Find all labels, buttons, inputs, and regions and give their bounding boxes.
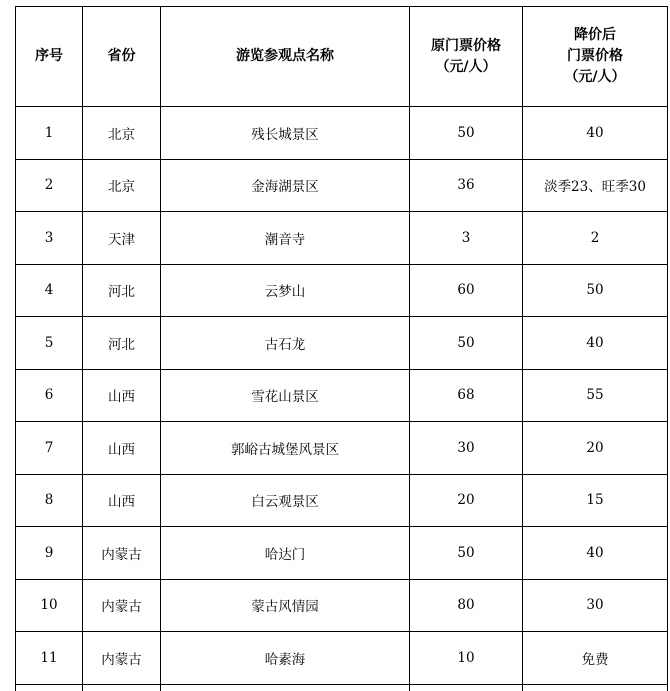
- cell-index: 3: [16, 212, 83, 265]
- cell-index: 2: [16, 159, 83, 212]
- table-row: [16, 107, 668, 160]
- table-row-partial: [16, 684, 668, 691]
- cell-province: 天津: [83, 212, 161, 265]
- header-index: 序号: [16, 7, 83, 107]
- cell-index: 6: [16, 369, 83, 422]
- table-row: [16, 369, 668, 422]
- cell-province: 内蒙古: [83, 527, 161, 580]
- table-row: [16, 159, 668, 212]
- cell-original-price: 68: [410, 369, 523, 422]
- cell-attraction: 云梦山: [161, 264, 410, 317]
- header-attraction: 游览参观点名称: [161, 7, 410, 107]
- table-body: [16, 107, 668, 691]
- cell-original-price: 50: [410, 107, 523, 160]
- cell-index: 7: [16, 422, 83, 475]
- cell-province: 山西: [83, 369, 161, 422]
- cell-reduced-price: 淡季23、旺季30: [523, 159, 668, 212]
- table-cell-empty: [410, 684, 523, 691]
- table-cell-empty: [523, 684, 668, 691]
- cell-province: 山西: [83, 474, 161, 527]
- cell-reduced-price: 40: [523, 317, 668, 370]
- header-original-price-line1: 原门票价格: [431, 37, 501, 54]
- cell-attraction: 残长城景区: [161, 107, 410, 160]
- ticket-price-table: [15, 6, 668, 691]
- header-original-price-line2: （元/人）: [435, 58, 497, 75]
- header-province: 省份: [83, 7, 161, 107]
- cell-province: 内蒙古: [83, 632, 161, 685]
- table-row: [16, 264, 668, 317]
- cell-index: 4: [16, 264, 83, 317]
- table-row: [16, 422, 668, 475]
- cell-province: 河北: [83, 264, 161, 317]
- cell-attraction: 潮音寺: [161, 212, 410, 265]
- cell-reduced-price: 30: [523, 579, 668, 632]
- table-row: [16, 474, 668, 527]
- table-row: [16, 527, 668, 580]
- cell-attraction: 金海湖景区: [161, 159, 410, 212]
- cell-province: 北京: [83, 107, 161, 160]
- header-reduced-price-line3: （元/人）: [564, 69, 626, 85]
- cell-index: 11: [16, 632, 83, 685]
- cell-attraction: 郭峪古城堡风景区: [161, 422, 410, 475]
- cell-attraction: 哈达门: [161, 527, 410, 580]
- cell-original-price: 50: [410, 527, 523, 580]
- cell-reduced-price: 免费: [523, 632, 668, 685]
- table-row: [16, 212, 668, 265]
- cell-original-price: 30: [410, 422, 523, 475]
- cell-index: 1: [16, 107, 83, 160]
- header-row: [16, 7, 668, 107]
- table-cell-empty: [83, 684, 161, 691]
- cell-province: 北京: [83, 159, 161, 212]
- table-cell-empty: [161, 684, 410, 691]
- table-header: [16, 7, 668, 107]
- cell-original-price: 3: [410, 212, 523, 265]
- table-row: [16, 579, 668, 632]
- cell-index: 8: [16, 474, 83, 527]
- table-row: [16, 632, 668, 685]
- cell-attraction: 蒙古风情园: [161, 579, 410, 632]
- cell-attraction: 古石龙: [161, 317, 410, 370]
- header-reduced-price-line1: 降价后: [574, 27, 616, 43]
- header-reduced-price: [523, 7, 668, 107]
- cell-index: 5: [16, 317, 83, 370]
- cell-reduced-price: 40: [523, 527, 668, 580]
- cell-reduced-price: 20: [523, 422, 668, 475]
- cell-attraction: 白云观景区: [161, 474, 410, 527]
- cell-original-price: 36: [410, 159, 523, 212]
- header-reduced-price-line2: 门票价格: [567, 48, 623, 64]
- cell-province: 山西: [83, 422, 161, 475]
- header-original-price: [410, 7, 523, 107]
- cell-original-price: 60: [410, 264, 523, 317]
- table-cell-empty: [16, 684, 83, 691]
- cell-original-price: 20: [410, 474, 523, 527]
- cell-attraction: 哈素海: [161, 632, 410, 685]
- cell-index: 9: [16, 527, 83, 580]
- cell-province: 河北: [83, 317, 161, 370]
- cell-reduced-price: 15: [523, 474, 668, 527]
- cell-reduced-price: 40: [523, 107, 668, 160]
- cell-original-price: 50: [410, 317, 523, 370]
- cell-original-price: 10: [410, 632, 523, 685]
- cell-index: 10: [16, 579, 83, 632]
- cell-province: 内蒙古: [83, 579, 161, 632]
- cell-attraction: 雪花山景区: [161, 369, 410, 422]
- cell-original-price: 80: [410, 579, 523, 632]
- cell-reduced-price: 55: [523, 369, 668, 422]
- cell-reduced-price: 50: [523, 264, 668, 317]
- table-row: [16, 317, 668, 370]
- cell-reduced-price: 2: [523, 212, 668, 265]
